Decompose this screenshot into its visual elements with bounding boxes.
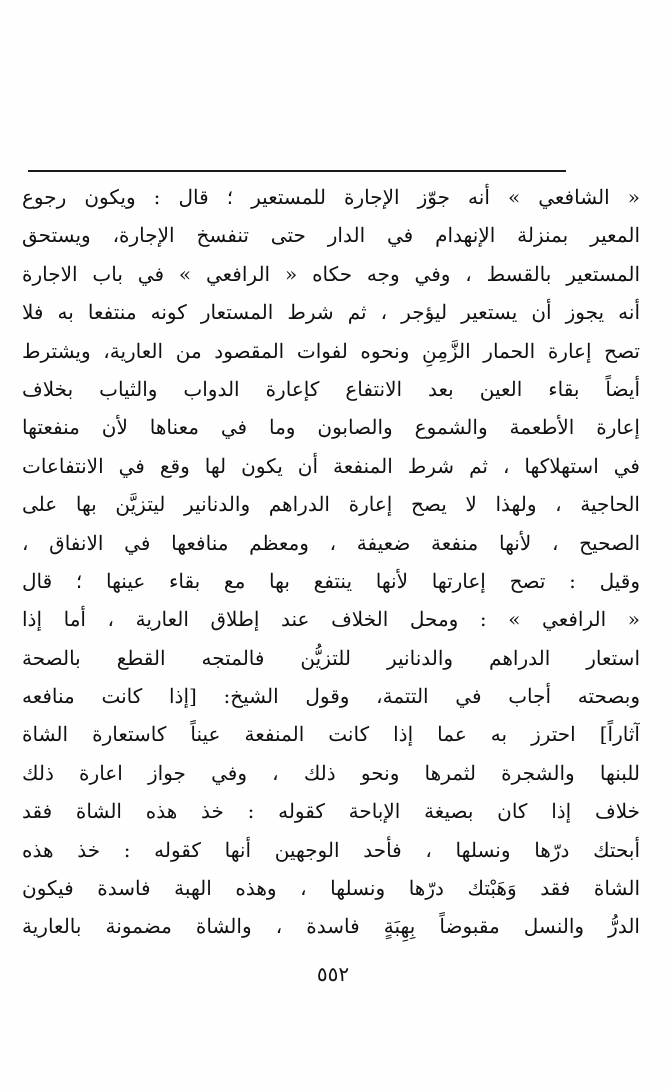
text-line: « الرافعي » : ومحل الخلاف عند إطلاق العارية ، أما إذا (22, 607, 640, 632)
text-line: للبنها والشجرة لثمرها ونحو ذلك ، وفي جواز اعارة ذلك (22, 760, 640, 785)
text-line: الدرُّ والنسل مقبوضاً بِهِبَةٍ فاسدة ، والشاة مضمونة بالعارية (22, 914, 640, 939)
text-line: خلاف إذا كان بصيغة الإباحة كقوله : خذ هذه الشاة فقد (22, 799, 640, 824)
text-line: أيضاً بقاء العين بعد الانتفاع كإعارة الدواب والثياب بخلاف (22, 376, 640, 401)
text-line: استعار الدراهم والدنانير للتزيُّن فالمتجه القطع بالصحة (22, 645, 640, 670)
text-line: المعير بمنزلة الإنهدام في الدار حتى تنفسخ الإجارة، ويستحق (22, 223, 640, 248)
text-line: وبصحته أجاب في التتمة، وقول الشيخ: [إذا كانت منافعه (22, 684, 640, 709)
text-line: أبحتك درّها ونسلها ، فأحد الوجهين أنها كقوله : خذ هذه (22, 837, 640, 862)
page-number: ٥٥٢ (316, 962, 350, 986)
text-line: تصح إعارة الحمار الزَّمِنِ ونحوه لفوات المقصود من العارية، ويشترط (22, 338, 640, 363)
text-line: الصحيح ، لأنها منفعة ضعيفة ، ومعظم منافعها في الانفاق ، (22, 530, 640, 555)
text-line: آثاراً] احترز به عما إذا كانت المنفعة عيناً كاستعارة الشاة (22, 722, 640, 747)
text-line: في استهلاكها ، ثم شرط المنفعة أن يكون لها وقع في الانتفاعات (22, 453, 640, 478)
text-line: « الشافعي » أنه جوّز الإجارة للمستعير ؛ قال : ويكون رجوع (22, 185, 640, 209)
text-line: الشاة فقد وَهَبْتك درّها ونسلها ، وهذه الهبة فاسدة فيكون (22, 876, 640, 901)
text-line: المستعير بالقسط ، وفي وجه حكاه « الرافعي » في باب الاجارة (22, 261, 640, 286)
text-line: إعارة الأطعمة والشموع والصابون وما في معناها لأن منفعتها (22, 415, 640, 440)
header-rule (28, 170, 566, 172)
body-text (22, 178, 640, 946)
text-line: وقيل : تصح إعارتها لأنها ينتفع بها مع بقاء عينها ؛ قال (22, 568, 640, 593)
text-line: أنه يجوز أن يستعير ليؤجر ، ثم شرط المستعار كونه منتفعا به فلا (22, 300, 640, 325)
text-line: الحاجية ، ولهذا لا يصح إعارة الدراهم والدنانير ليتزيَّن بها على (22, 492, 640, 517)
